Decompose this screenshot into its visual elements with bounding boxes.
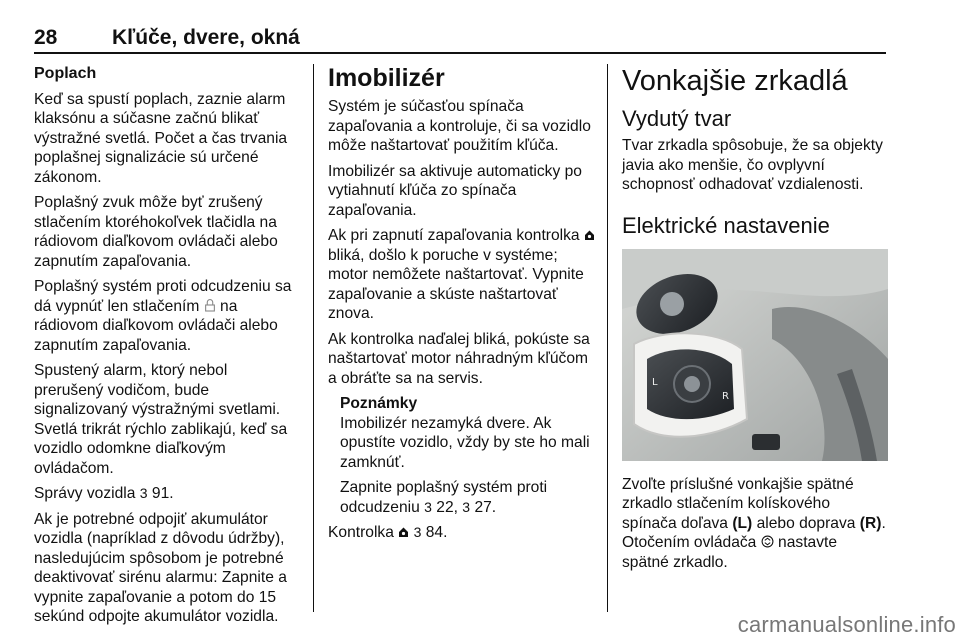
text: nastavte spätné zrkadlo. <box>622 534 837 571</box>
paragraph <box>328 523 596 543</box>
page-number: 28 <box>34 26 58 49</box>
text: Ak pri zapnutí zapaľovania kontrolka <box>328 227 580 244</box>
column-mirrors <box>622 64 888 578</box>
page-reference[interactable]: 27. <box>474 498 497 516</box>
page-title: Kľúče, dvere, okná <box>112 26 300 49</box>
paragraph: Ak kontrolka naďalej bliká, pokúste sa naštartovať motor náhradným kľúčom a obráťte sa na servis. <box>328 330 590 387</box>
text: alebo doprava <box>756 514 856 532</box>
page-reference-icon: 3 <box>413 524 422 540</box>
immobilizer-warning-icon <box>584 229 595 241</box>
section-heading-immobilizer: Imobilizér <box>328 64 445 92</box>
paragraph: Spustený alarm, ktorý nebol prerušený vodičom, bude signalizovaný výstražnými svetlami. Svetlá trikrát rýchlo zablikajú, keď sa vozidlo odomkne diaľkovým ovládačom. <box>34 362 288 477</box>
mirror-switch-photo <box>622 249 888 461</box>
page-reference-icon: 3 <box>424 498 432 515</box>
subheading-electric-adjust: Elektrické nastavenie <box>622 212 830 238</box>
column-divider <box>607 64 608 612</box>
paragraph <box>622 475 888 573</box>
watermark: carmanualsonline.info <box>737 612 956 637</box>
page-reference-icon: 3 <box>462 498 471 515</box>
paragraph: Ak je potrebné odpojiť akumulátor vozidla (napríklad z dôvodu údržby), nasledujúcim spôsobom je potrebné deaktivovať sirénu alarmu: Zapnite a vypnite zapaľovanie a potom do 15 sekúnd odpojte akumulátor vozidla. <box>34 510 287 625</box>
text: Poplašný systém proti odcudzeniu sa dá vypnúť len stlačením <box>34 278 292 315</box>
paragraph: Tvar zrkadla spôsobuje, že sa objekty javia ako menšie, čo ovplyvní schopnosť odhadovať vzdialenosti. <box>622 137 883 193</box>
page-reference[interactable]: 84. <box>425 524 448 541</box>
text: Zvoľte príslušné vonkajšie spätné zrkadlo stlačením kolískového spínača doľava <box>622 475 854 532</box>
paragraph <box>340 478 596 517</box>
column-alarm <box>34 64 300 633</box>
right-label: (R) <box>859 514 882 532</box>
paragraph: Imobilizér nezamyká dvere. Ak opustíte vozidlo, vždy by ste ho mali zamknúť. <box>340 414 590 471</box>
text: na rádiovom diaľkovom ovládači alebo zapnutím zapaľovania. <box>34 297 278 354</box>
paragraph <box>34 484 300 504</box>
paragraph: Imobilizér sa aktivuje automaticky po vytiahnutí kľúča zo spínača zapaľovania. <box>328 162 582 219</box>
text: Zapnite poplašný systém proti odcudzeniu <box>340 479 548 516</box>
lock-button-icon <box>204 298 216 312</box>
section-heading-mirrors: Vonkajšie zrkadlá <box>622 65 848 97</box>
text: bliká, došlo k poruche v systéme; motor nemôžete naštartovať. Vypnite zapaľovanie a skúste naštartovať znova. <box>328 246 584 322</box>
note-title: Poznámky <box>340 395 418 412</box>
paragraph <box>34 277 300 355</box>
note-box <box>328 394 596 517</box>
paragraph <box>328 226 596 324</box>
text: Kontrolka <box>328 524 394 541</box>
page-reference-icon: 3 <box>139 485 148 501</box>
column-divider <box>313 64 314 612</box>
left-label: (L) <box>732 514 753 532</box>
text: Správy vozidla <box>34 485 136 502</box>
section-heading-alarm: Poplach <box>34 65 97 82</box>
paragraph: Keď sa spustí poplach, zaznie alarm klaksónu a súčasne začnú blikať výstražné svetlá. Počet a čas trvania poplašnej signalizácie sú určené zákonom. <box>34 90 288 186</box>
page-reference[interactable]: 91. <box>151 485 174 502</box>
paragraph: Systém je súčasťou spínača zapaľovania a kontroluje, či sa vozidlo môže naštartovať použitím kľúča. <box>328 98 591 154</box>
svg-text:L: L <box>652 376 658 388</box>
paragraph: Poplašný zvuk môže byť zrušený stlačením ktoréhokoľvek tlačidla na rádiovom diaľkovom ovládači alebo zapnutím zapaľovania. <box>34 194 278 270</box>
mirror-adjust-icon <box>761 535 774 548</box>
page-reference[interactable]: 22, <box>436 498 458 516</box>
svg-text:R: R <box>722 390 729 402</box>
immobilizer-warning-icon <box>398 526 409 538</box>
page-header <box>34 26 886 54</box>
text: . Otočením ovládača <box>622 514 886 551</box>
column-immobilizer <box>328 64 596 549</box>
subheading-convex: Vydutý tvar <box>622 106 732 131</box>
